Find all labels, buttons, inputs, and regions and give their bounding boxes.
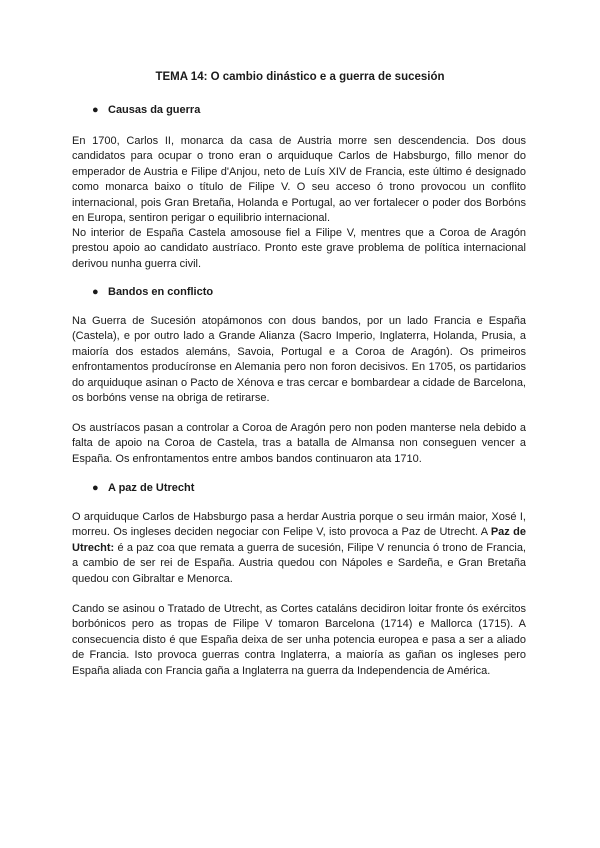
section-heading-text: A paz de Utrecht [108,482,195,494]
bullet-icon: ● [92,104,99,116]
paragraph: Cando se asinou o Tratado de Utrecht, as Cortes cataláns decidiron loitar fronte ós exércitos borbónicos pero as tropas de Filipe V tomaron Barcelona (1714) e Mallorca (1715). A consecuencia disto é que España deixa de ser unha potencia europea e pasa a ser a aliado de Francia. Isto provoca guerras contra Inglaterra, a maioría as gañan os ingleses pero España aliada con Francia gaña a Inglaterra na guerra da Independencia de América. [72,603,526,677]
page-title: TEMA 14: O cambio dinástico e a guerra de sucesión [155,71,445,83]
paragraph: Na Guerra de Sucesión atopámonos con dous bandos, por un lado Francia e España (Castela), e por outro lado a Grande Alianza (Sacro Imperio, Inglaterra, Holanda, Prusia, a maioría dos estados alemáns, Savoia, Portugal e a Coroa de Aragón). Os primeiros enfrontamentos producíronse en Alemania pero non foron decisivos. En 1705, os partidarios do arquiduque asinan o Pacto de Xénova e tras cercar e bombardear a cidade de Barcelona, os borbóns vense na obriga de retirarse. [72,315,526,405]
section-heading-text: Causas da guerra [108,104,201,116]
paragraph [72,510,526,587]
paragraph: Os austríacos pasan a controlar a Coroa de Aragón pero non poden manterse nela debido a falta de apoio na Coroa de Castela, tras a batalla de Almansa non conseguen vencer a España. Os enfrontamentos entre ambos bandos continuaron ata 1710. [72,422,526,465]
section-heading-text: Bandos en conflicto [108,286,214,298]
paragraph-text: O arquiduque Carlos de Habsburgo pasa a herdar Austria porque o seu irmán maior, Xosé I, morreu. Os ingleses deciden negociar con Felipe V, isto provoca a Paz de Utrecht. A [72,511,526,539]
paragraph: No interior de España Castela amosouse fiel a Filipe V, mentres que a Coroa de Aragón prestou apoio ao candidato austríaco. Pronto este grave problema de política internacional derivou nunha guerra civil. [72,227,526,270]
bullet-icon: ● [92,482,99,494]
bullet-icon: ● [92,286,99,298]
paragraph: En 1700, Carlos II, monarca da casa de Austria morre sen descendencia. Dos dous candidatos para ocupar o trono eran o arquiduque Carlos de Habsburgo, fillo menor do emperador de Austria e Filipe d'Anjou, neto de Luís XIV de Francia, este último é designado como monarca baixo o título de Filipe V. O seu acceso ó trono provocou un conflito internacional, pois Gran Bretaña, Holanda e Portugal, ao ver fortalecer o poder dos Borbóns en Europa, sentiron perigar o equilibrio internacional. [72,135,526,225]
paragraph-text: é a paz coa que remata a guerra de sucesión, Filipe V renuncia ó trono de Francia, a cambio de ser rei de España. Austria quedou con Nápoles e Sardeña, e Gran Bretaña quedou con Gibraltar e Menorca. [72,541,526,585]
paragraph-bold-term: Paz de Utrecht: [72,526,526,554]
